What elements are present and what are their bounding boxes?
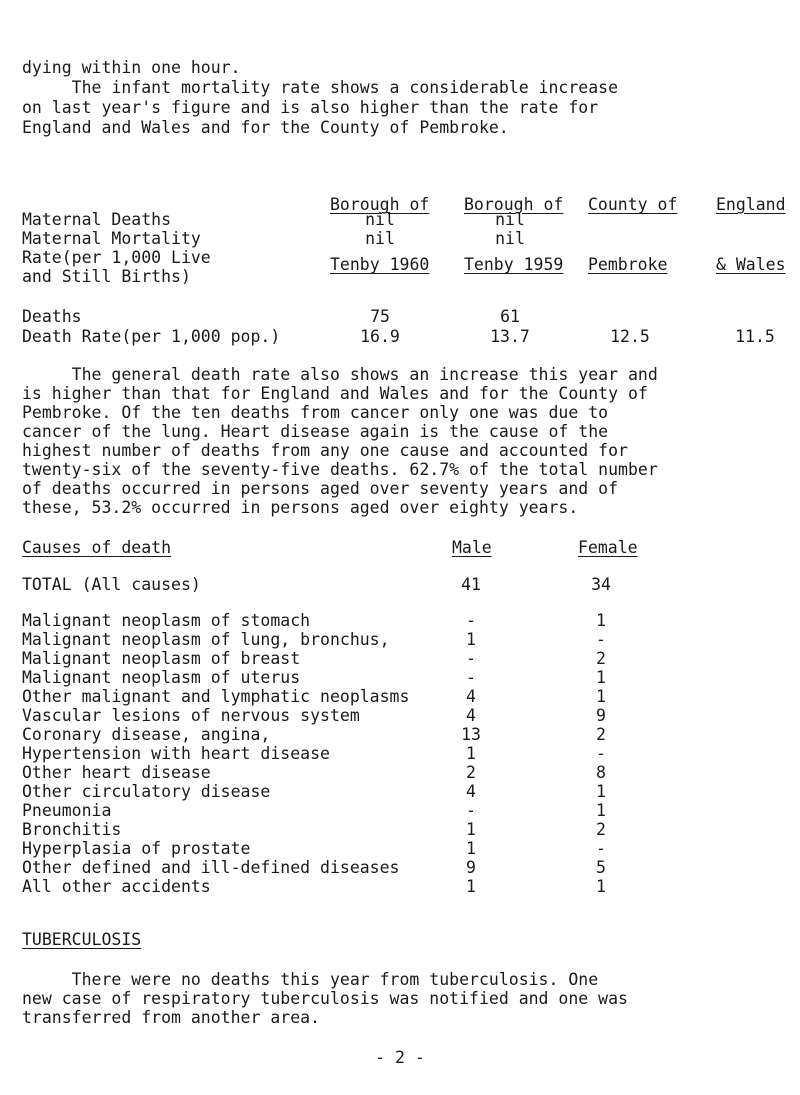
stats-col-header-england-wales: England & Wales: [716, 195, 786, 274]
page-number: - 2 -: [375, 1048, 425, 1067]
general-line: Pembroke. Of the ten deaths from cancer only one was due to: [22, 403, 609, 422]
stats-row-label: Maternal Mortality: [22, 229, 201, 248]
cause-male: 1: [466, 839, 476, 858]
tuberculosis-line: There were no deaths this year from tuberculosis. One: [22, 970, 599, 989]
cause-female: 9: [596, 706, 606, 725]
cause-label: Bronchitis: [22, 820, 122, 839]
cause-label: Other heart disease: [22, 763, 211, 782]
general-line: these, 53.2% occurred in persons aged over eighty years.: [22, 498, 579, 517]
stats-col-header-tenby-1959: Borough of Tenby 1959: [464, 195, 564, 274]
cause-female: 2: [596, 820, 606, 839]
total-male: 41: [461, 575, 481, 594]
cause-male: 13: [461, 725, 481, 744]
female-header: Female: [578, 538, 638, 557]
total-label: TOTAL (All causes): [22, 575, 201, 594]
cause-label: Malignant neoplasm of lung, bronchus,: [22, 630, 390, 649]
tuberculosis-line: new case of respiratory tuberculosis was notified and one was: [22, 989, 628, 1008]
cause-female: 2: [596, 725, 606, 744]
cause-label: Other defined and ill-defined diseases: [22, 858, 400, 877]
cause-female: 1: [596, 877, 606, 896]
general-line: highest number of deaths from any one cause and accounted for: [22, 441, 628, 460]
cause-label: Other circulatory disease: [22, 782, 271, 801]
tuberculosis-heading: TUBERCULOSIS: [22, 930, 142, 949]
cause-male: 1: [466, 820, 476, 839]
cause-male: 9: [466, 858, 476, 877]
cause-male: -: [466, 649, 476, 668]
cause-label: Malignant neoplasm of uterus: [22, 668, 301, 687]
intro-line-2: on last year's figure and is also higher than the rate for: [22, 98, 599, 117]
cause-label: Coronary disease, angina,: [22, 725, 271, 744]
stats-value: 13.7: [490, 327, 530, 346]
cause-male: 2: [466, 763, 476, 782]
cause-female: -: [596, 744, 606, 763]
cause-label: Hypertension with heart disease: [22, 744, 330, 763]
general-line: cancer of the lung. Heart disease again is the cause of the: [22, 422, 609, 441]
general-line: is higher than that for England and Wales and for the County of: [22, 384, 648, 403]
stats-col-header-tenby-1960: Borough of Tenby 1960: [330, 195, 430, 274]
intro-first-line: dying within one hour.: [22, 58, 241, 77]
intro-line-3: England and Wales and for the County of Pembroke.: [22, 118, 509, 137]
cause-male: 1: [466, 877, 476, 896]
intro-line-1: The infant mortality rate shows a considerable increase: [22, 78, 619, 97]
cause-label: Pneumonia: [22, 801, 112, 820]
cause-male: 4: [466, 782, 476, 801]
cause-female: 1: [596, 668, 606, 687]
cause-female: 2: [596, 649, 606, 668]
cause-female: 5: [596, 858, 606, 877]
cause-female: 8: [596, 763, 606, 782]
cause-label: Hyperplasia of prostate: [22, 839, 251, 858]
stats-value: 11.5: [735, 327, 775, 346]
cause-label: Malignant neoplasm of stomach: [22, 611, 311, 630]
cause-male: -: [466, 611, 476, 630]
cause-female: 1: [596, 687, 606, 706]
cause-female: 1: [596, 782, 606, 801]
cause-male: -: [466, 668, 476, 687]
cause-female: -: [596, 839, 606, 858]
stats-value: nil: [495, 210, 525, 229]
stats-value: nil: [365, 229, 395, 248]
cause-male: 1: [466, 630, 476, 649]
cause-female: -: [596, 630, 606, 649]
cause-label: Other malignant and lymphatic neoplasms: [22, 687, 410, 706]
stats-value: 61: [500, 307, 520, 326]
tuberculosis-line: transferred from another area.: [22, 1008, 321, 1027]
stats-col-header-pembroke: County of Pembroke: [588, 195, 678, 274]
stats-value: 75: [370, 307, 390, 326]
cause-male: 1: [466, 744, 476, 763]
stats-value: 16.9: [360, 327, 400, 346]
stats-value: 12.5: [610, 327, 650, 346]
stats-row-label: Death Rate(per 1,000 pop.): [22, 327, 281, 346]
stats-row-label-cont: Rate(per 1,000 Live: [22, 248, 211, 267]
stats-value: nil: [495, 229, 525, 248]
cause-male: 4: [466, 687, 476, 706]
stats-value: nil: [365, 210, 395, 229]
cause-female: 1: [596, 801, 606, 820]
total-female: 34: [591, 575, 611, 594]
causes-heading: Causes of death: [22, 538, 172, 557]
cause-male: -: [466, 801, 476, 820]
stats-row-label: Maternal Deaths: [22, 210, 172, 229]
male-header: Male: [452, 538, 492, 557]
cause-label: Malignant neoplasm of breast: [22, 649, 301, 668]
cause-female: 1: [596, 611, 606, 630]
stats-row-label: Deaths: [22, 307, 82, 326]
general-line: twenty-six of the seventy-five deaths. 62.7% of the total number: [22, 460, 658, 479]
cause-label: Vascular lesions of nervous system: [22, 706, 360, 725]
general-line: The general death rate also shows an increase this year and: [22, 365, 658, 384]
stats-row-label-cont: and Still Births): [22, 267, 191, 286]
cause-male: 4: [466, 706, 476, 725]
general-line: of deaths occurred in persons aged over seventy years and of: [22, 479, 619, 498]
cause-label: All other accidents: [22, 877, 211, 896]
